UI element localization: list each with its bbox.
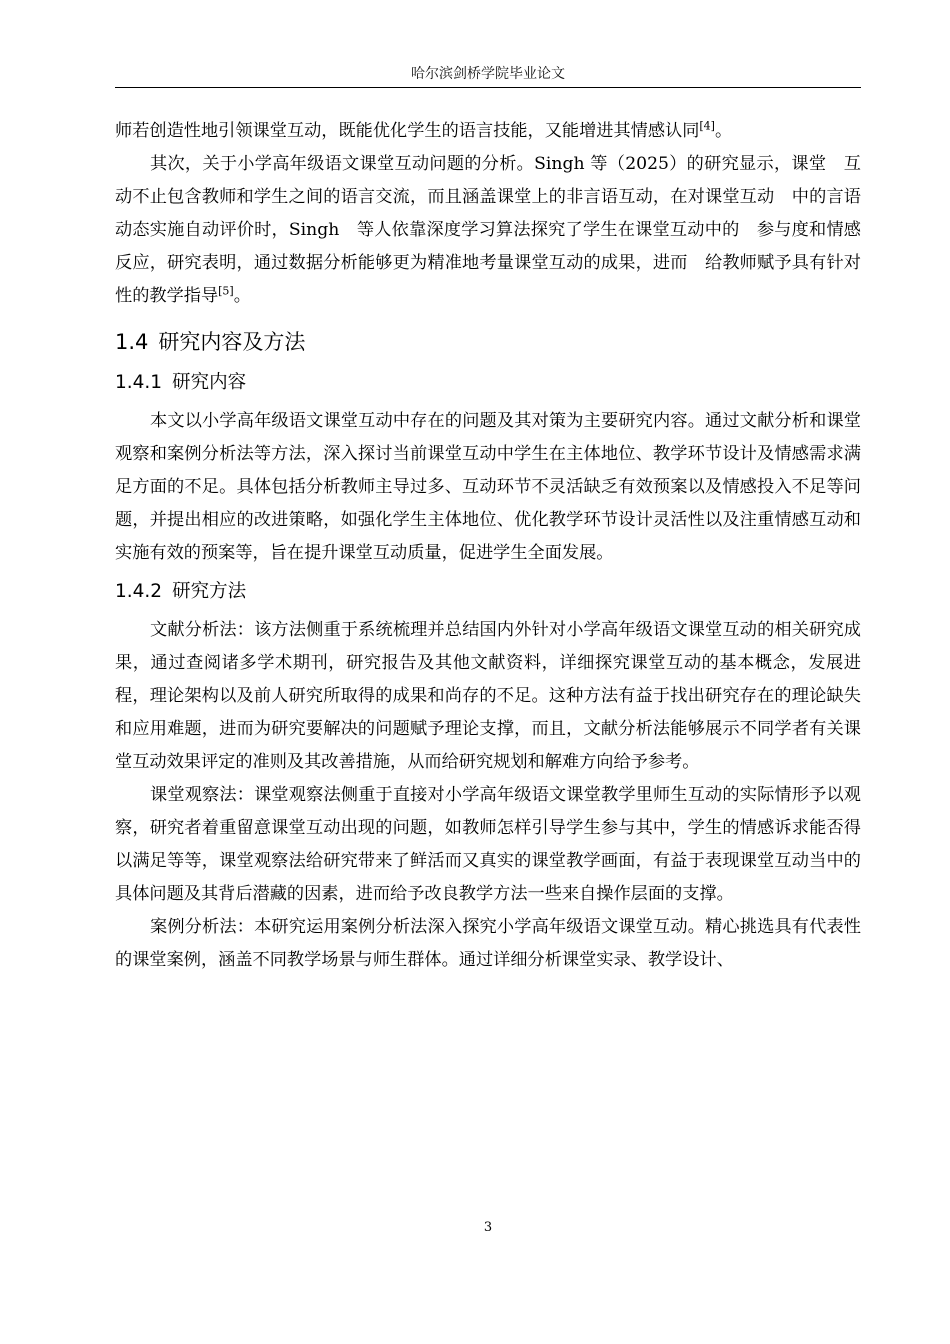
section-heading-1-4-1: [115, 369, 861, 397]
header-rule: [115, 87, 861, 88]
page-number: 3: [483, 1220, 493, 1235]
section-heading-1-4: [115, 327, 861, 357]
paragraph-literature-method: 文献分析法：该方法侧重于系统梳理并总结国内外针对小学高年级语文课堂互动的相关研究成果，通过查阅诸多学术期刊，研究报告及其他文献资料，详细探究课堂互动的基本概念，发展进程，理论架构以及前人研究所取得的成果和尚存的不足。这种方法有益于找出研究存在的理论缺失和应用难题，进而为研究要解决的问题赋予理论支撑，而且，文献分析法能够展示不同学者有关课堂互动效果评定的准则及其改善措施，从而给研究规划和解难方向给予参考。: [115, 620, 861, 772]
page-body: [115, 115, 861, 977]
paragraph-research-content: 本文以小学高年级语文课堂互动中存在的问题及其对策为主要研究内容。通过文献分析和课堂观察和案例分析法等方法，深入探讨当前课堂互动中学生在主体地位、教学环节设计及情感需求满足方面的不足。具体包括分析教师主导过多、互动环节不灵活缺乏有效预案以及情感投入不足等问题，并提出相应的改进策略，如强化学生主体地位、优化教学环节设计灵活性以及注重情感互动和实施有效的预案等，旨在提升课堂互动质量，促进学生全面发展。: [115, 411, 861, 563]
paragraph-continuation: [115, 115, 861, 148]
section-heading-1-4-2: [115, 578, 861, 606]
running-header: 哈尔滨剑桥学院毕业论文: [411, 66, 565, 82]
section-title: 研究方法: [172, 581, 247, 602]
paragraph-tail: 。: [233, 286, 251, 306]
paragraph-text: 其次，关于小学高年级语文课堂互动问题的分析。Singh 等（2025）的研究显示，课堂 互动不止包含教师和学生之间的语言交流，而且涵盖课堂上的非言语互动，在对课堂互动 中的言语动态实施自动评价时，Singh 等人依靠深度学习算法探究了学生在课堂互动中的 参与度和情感反应，研究表明，通过数据分析能够更为精准地考量课堂互动的成果，进而 给教师赋予具有针对性的教学指导: [115, 154, 861, 306]
citation: [5]: [218, 284, 234, 298]
paragraph-singh-analysis: [115, 148, 861, 313]
paragraph-case-method: 案例分析法：本研究运用案例分析法深入探究小学高年级语文课堂互动。精心挑选具有代表性的课堂案例，涵盖不同教学场景与师生群体。通过详细分析课堂实录、教学设计、: [115, 917, 861, 970]
section-number: 1.4.2: [115, 581, 163, 602]
paragraph-tail: 。: [714, 121, 733, 141]
paragraph-text: 师若创造性地引领课堂互动，既能优化学生的语言技能，又能增进其情感认同: [115, 121, 700, 141]
section-title: 研究内容及方法: [158, 330, 306, 354]
section-number: 1.4: [115, 330, 149, 354]
paragraph-observation-method: 课堂观察法：课堂观察法侧重于直接对小学高年级语文课堂教学里师生互动的实际情形予以观察，研究者着重留意课堂互动出现的问题，如教师怎样引导学生参与其中，学生的情感诉求能否得以满足等等，课堂观察法给研究带来了鲜活而又真实的课堂教学画面，有益于表现课堂互动当中的具体问题及其背后潜藏的因素，进而给予改良教学方法一些来自操作层面的支撑。: [115, 785, 861, 904]
section-title: 研究内容: [172, 372, 247, 393]
section-number: 1.4.1: [115, 372, 163, 393]
citation: [4]: [699, 119, 715, 133]
